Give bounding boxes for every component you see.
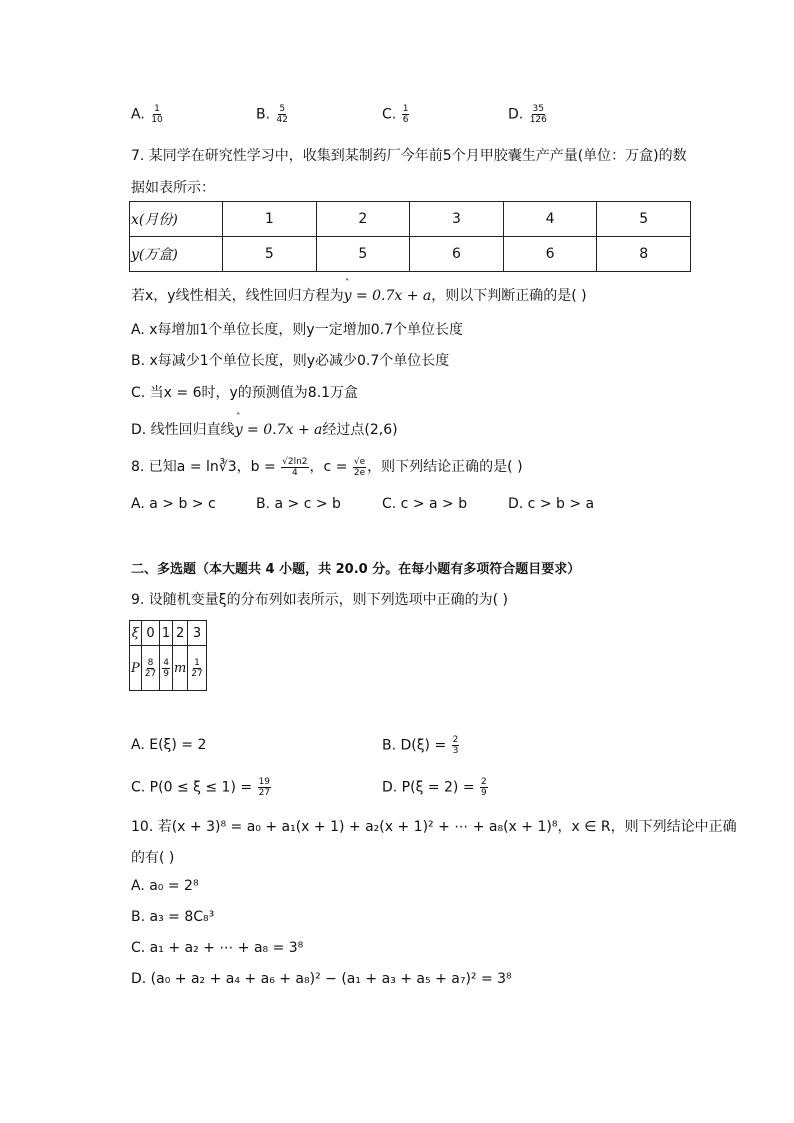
q10-option-c: C. a₁ + a₂ + ⋯ + a₈ = 3⁸ [131, 940, 304, 956]
q9-option-a: A. E(ξ) = 2 [131, 737, 207, 753]
table-cell: 5 [597, 202, 691, 237]
table-header-cell: y(万盒) [130, 237, 223, 272]
q9-stem: 9. 设随机变量ξ的分布列如表所示，则下列选项中正确的为( ) [131, 592, 508, 608]
q9-distribution-table [129, 620, 207, 691]
q9-option-d: D. P(ξ = 2) = $\frac{2}{9}$ [382, 777, 487, 798]
table-cell [188, 646, 206, 691]
regression-equation: ˆ y = 0.7x + a [344, 288, 432, 304]
table-cell: 1 [223, 202, 317, 237]
table-header-cell: ξ [130, 621, 142, 646]
table-row [130, 202, 691, 237]
fraction: $\frac{1}{10}$ [151, 104, 163, 125]
q6-option-b: B. $\frac{5}{42}$ [256, 104, 288, 125]
table-row [130, 646, 207, 691]
q6-option-a: A. $\frac{1}{10}$ [131, 104, 163, 125]
fraction: $\frac{8}{27}$ [144, 657, 157, 679]
q6-option-c: C. $\frac{1}{6}$ [382, 104, 409, 125]
table-cell [141, 646, 159, 691]
q8-stem: 8. 已知a = ln∛3，b = $\frac{√2\ln 2}{4}$ ，c = $\frac{√e}{2e}$ ，则下列结论正确的是( ) [131, 456, 523, 478]
q10-option-b: B. a₃ = 8C₈³ [131, 909, 215, 925]
q7-option-c: C. 当x = 6时，y的预测值为8.1万盒 [131, 385, 359, 401]
q10-stem-line1: 10. 若(x + 3)⁸ = a₀ + a₁(x + 1) + a₂(x + 1)² + ⋯ + a₈(x + 1)⁸，x ∈ R，则下列结论中正确 [131, 819, 737, 835]
q10-option-a: A. a₀ = 2⁸ [131, 878, 199, 894]
table-cell: 5 [316, 237, 410, 272]
section-heading: 二、多选题（本大题共 4 小题，共 20.0 分。在每小题有多项符合题目要求） [131, 562, 581, 577]
q8-option-b: B. a > c > b [256, 496, 341, 512]
fraction: $\frac{√e}{2e}$ [353, 456, 366, 478]
table-cell: 5 [223, 237, 317, 272]
fraction: $\frac{2}{3}$ [452, 735, 459, 756]
table-cell: 2 [316, 202, 410, 237]
fraction: $\frac{19}{27}$ [258, 777, 271, 798]
fraction: $\frac{1}{27}$ [191, 657, 203, 679]
table-cell: 0 [141, 621, 159, 646]
q9-option-c: C. P(0 ≤ ξ ≤ 1) = $\frac{19}{27}$ [131, 777, 271, 798]
table-cell: 6 [410, 237, 504, 272]
fraction: $\frac{1}{6}$ [402, 104, 409, 125]
fraction: $\frac{5}{42}$ [276, 104, 288, 125]
table-header-cell: x(月份) [130, 202, 223, 237]
table-cell: 3 [410, 202, 504, 237]
table-cell: 3 [188, 621, 206, 646]
fraction: $\frac{35}{126}$ [529, 104, 547, 125]
q7-stem-line2: 据如表所示： [131, 180, 215, 196]
table-cell [160, 646, 173, 691]
q8-option-a: A. a > b > c [131, 496, 216, 512]
table-cell: 8 [597, 237, 691, 272]
regression-equation: ˆ y = 0.7x + a [235, 422, 323, 438]
table-header-cell: P [130, 646, 142, 691]
q10-option-d: D. (a₀ + a₂ + a₄ + a₆ + a₈)² − (a₁ + a₃ + a₅ + a₇)² = 3⁸ [131, 971, 512, 987]
q10-stem-line2: 的有( ) [131, 850, 175, 866]
q7-condition: 若x，y线性相关，线性回归方程为ˆ y = 0.7x + a，则以下判断正确的是( ) [131, 285, 587, 305]
q9-option-b: B. D(ξ) = $\frac{2}{3}$ [382, 735, 459, 756]
table-cell: 2 [172, 621, 187, 646]
table-cell: 6 [503, 237, 597, 272]
q7-data-table [129, 201, 691, 272]
q6-option-d: D. $\frac{35}{126}$ [508, 104, 547, 125]
q7-option-b: B. x每减少1个单位长度，则y必减少0.7个单位长度 [131, 353, 450, 369]
table-row [130, 237, 691, 272]
table-cell: m [172, 646, 187, 691]
q7-option-a: A. x每增加1个单位长度，则y一定增加0.7个单位长度 [131, 322, 463, 338]
fraction: $\frac{√2\ln 2}{4}$ [282, 456, 308, 478]
table-row [130, 621, 207, 646]
q7-stem-line1: 7. 某同学在研究性学习中，收集到某制药厂今年前5个月甲胶囊生产产量(单位：万盒)的数 [131, 148, 687, 164]
table-cell: 4 [503, 202, 597, 237]
q8-option-c: C. c > a > b [382, 496, 468, 512]
fraction: $\frac{4}{9}$ [163, 657, 169, 679]
table-cell: 1 [160, 621, 173, 646]
q8-option-d: D. c > b > a [508, 496, 595, 512]
q7-option-d: D. 线性回归直线ˆ y = 0.7x + a经过点(2,6) [131, 419, 398, 439]
fraction: $\frac{2}{9}$ [481, 777, 487, 798]
